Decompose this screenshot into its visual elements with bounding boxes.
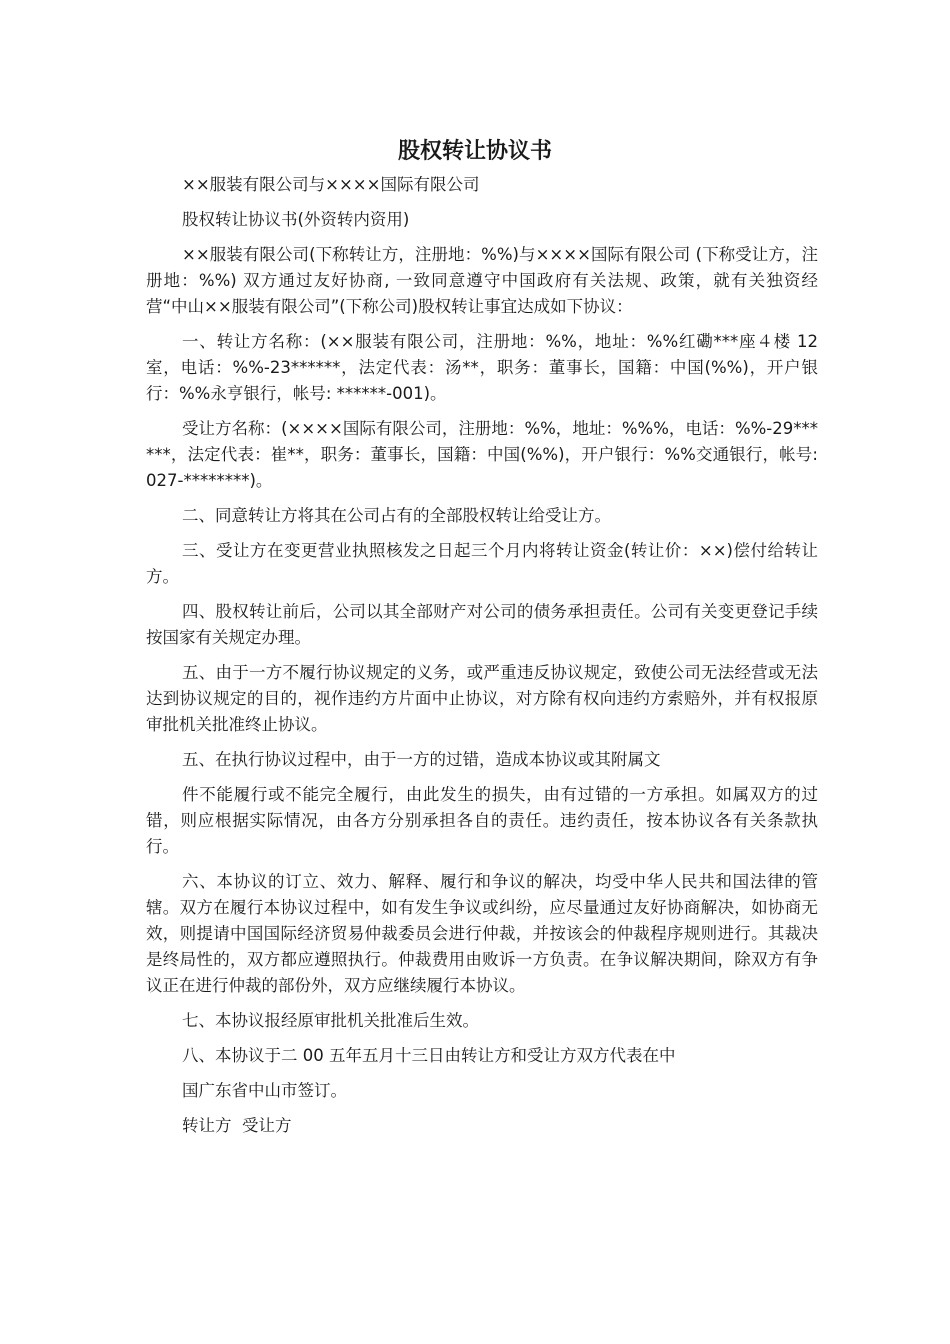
paragraph-clause-5b-start: 五、在执行协议过程中，由于一方的过错，造成本协议或其附属文 [182,750,661,769]
document-body [146,172,818,1148]
paragraph-clause-4: 四、股权转让前后，公司以其全部财产对公司的债务承担责任。公司有关变更登记手续按国家有关规定办理。 [146,602,818,647]
paragraph-clause-5a: 五、由于一方不履行协议规定的义务，或严重违反协议规定，致使公司无法经营或无法达到协议规定的目的，视作违约方片面中止协议，对方除有权向违约方索赔外，并有权报原审批机关批准终止协议。 [146,663,818,734]
paragraph-signatories: 转让方 受让方 [182,1116,292,1135]
paragraph-transferee-info: 受让方名称：(××××国际有限公司，注册地：%%，地址：%%%，电话：%%-29******，法定代表：崔**，职务：董事长，国籍：中国(%%)，开户银行：%%交通银行，帐号: 027-********)。 [146,419,818,490]
paragraph-clause-6: 六、本协议的订立、效力、解释、履行和争议的解决，均受中华人民共和国法律的管辖。双方在履行本协议过程中，如有发生争议或纠纷，应尽量通过友好协商解决，如协商无效，则提请中国国际经济贸易仲裁委员会进行仲裁，并按该会的仲裁程序规则进行。其裁决是终局性的，双方都应遵照执行。仲裁费用由败诉一方负责。在争议解决期间，除双方有争议正在进行仲裁的部份外，双方应继续履行本协议。 [146,872,818,995]
paragraph-clause-8-cont: 国广东省中山市签订。 [182,1081,347,1100]
paragraph-clause-8-start: 八、本协议于二 00 五年五月十三日由转让方和受让方双方代表在中 [182,1046,676,1065]
paragraph-clause-1-transferor: 一、转让方名称：(××服装有限公司，注册地：%%，地址：%%红磡***座４楼 12 室，电话：%%-23******，法定代表：汤**，职务：董事长，国籍：中国(%%)，开户银行：%%永亨银行，帐号: ******-001)。 [146,332,818,403]
paragraph-clause-7: 七、本协议报经原审批机关批准后生效。 [182,1011,479,1030]
paragraph-preamble: ××服装有限公司(下称转让方，注册地：%%)与××××国际有限公司 (下称受让方，注册地：%%) 双方通过友好协商, 一致同意遵守中国政府有关法规、政策，就有关独资经营“中山××服装有限公司”(下称公司)股权转让事宜达成如下协议： [146,245,818,316]
paragraph-clause-2: 二、同意转让方将其在公司占有的全部股权转让给受让方。 [182,506,611,525]
paragraph-parties-heading: ××服装有限公司与××××国际有限公司 [182,175,480,194]
paragraph-subtitle: 股权转让协议书(外资转内资用) [182,210,410,229]
paragraph-clause-5b-cont: 件不能履行或不能完全履行，由此发生的损失，由有过错的一方承担。如属双方的过错，则应根据实际情况，由各方分别承担各自的责任。违约责任，按本协议各有关条款执行。 [146,785,818,856]
paragraph-clause-3: 三、受让方在变更营业执照核发之日起三个月内将转让资金(转让价：××)偿付给转让方。 [146,541,818,586]
document-title: 股权转让协议书 [397,138,552,164]
